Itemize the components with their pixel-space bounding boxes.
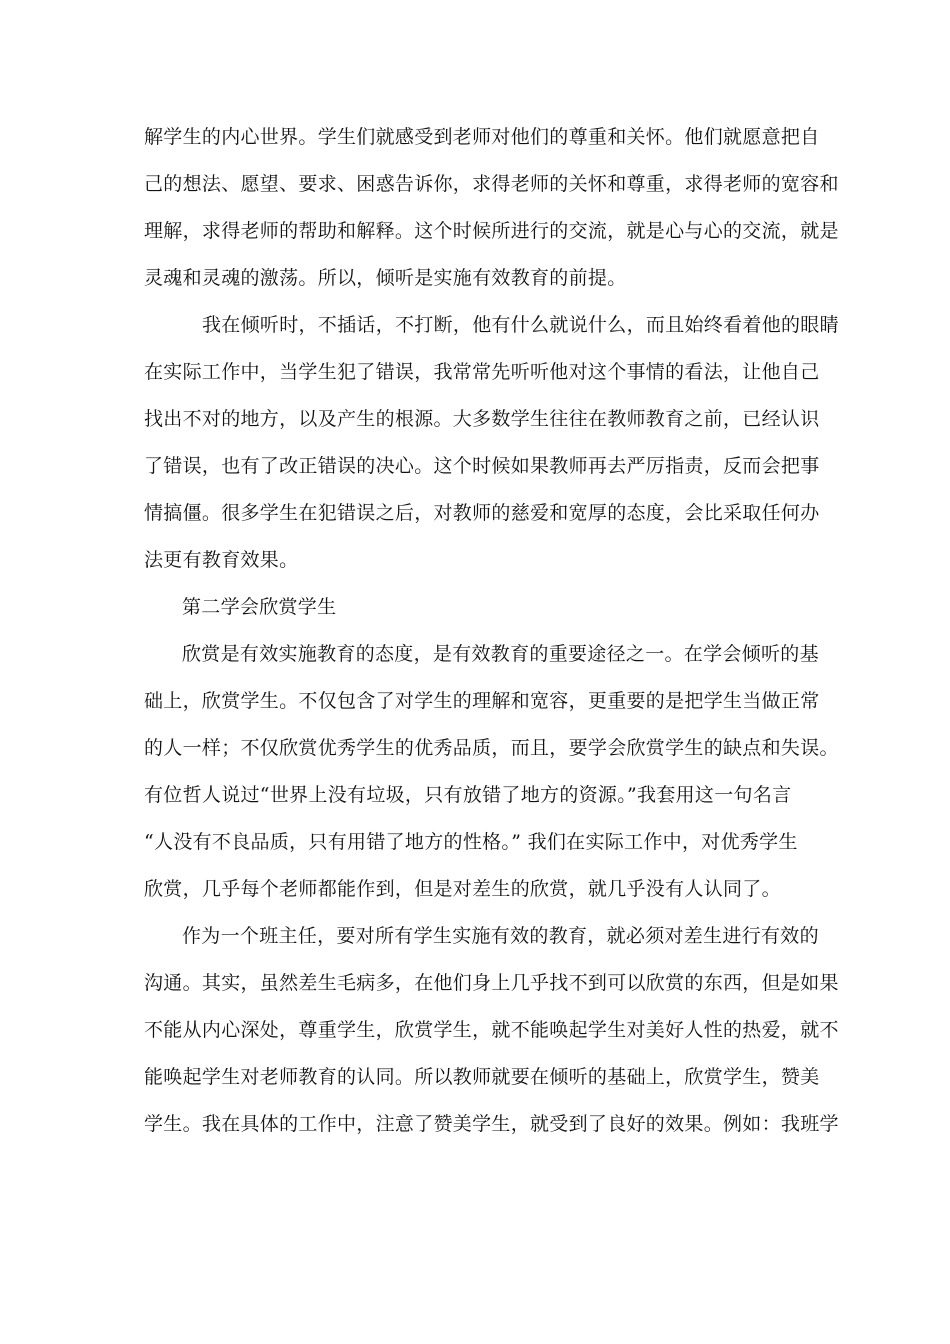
text-line: 解学生的内心世界。学生们就感受到老师对他们的尊重和关怀。他们就愿意把自 <box>144 126 820 148</box>
text-line: 我在倾听时，不插话，不打断，他有什么就说什么，而且始终看着他的眼睛 <box>202 314 839 336</box>
text-line: 础上，欣赏学生。不仅包含了对学生的理解和宽容，更重要的是把学生当做正常 <box>144 690 820 712</box>
text-line: 不能从内心深处，尊重学生，欣赏学生，就不能唤起学生对美好人性的热爱，就不 <box>144 1019 839 1041</box>
text-line: “人没有不良品质，只有用错了地方的性格。” 我们在实际工作中，对优秀学生 <box>144 831 798 853</box>
text-line: 灵魂和灵魂的激荡。所以，倾听是实施有效教育的前提。 <box>144 267 627 289</box>
text-line: 的人一样；不仅欣赏优秀学生的优秀品质，而且，要学会欣赏学生的缺点和失误。 <box>144 737 839 759</box>
text-line: 己的想法、愿望、要求、困惑告诉你，求得老师的关怀和尊重，求得老师的宽容和 <box>144 173 839 195</box>
text-line: 理解，求得老师的帮助和解释。这个时候所进行的交流，就是心与心的交流，就是 <box>144 220 839 242</box>
text-line: 能唤起学生对老师教育的认同。所以教师就要在倾听的基础上，欣赏学生，赞美 <box>144 1066 820 1088</box>
text-line: 找出不对的地方，以及产生的根源。大多数学生往往在教师教育之前，已经认识 <box>144 408 820 430</box>
text-line: 了错误，也有了改正错误的决心。这个时候如果教师再去严厉指责，反而会把事 <box>144 455 820 477</box>
text-line: 情搞僵。很多学生在犯错误之后，对教师的慈爱和宽厚的态度，会比采取任何办 <box>144 502 820 524</box>
text-line: 在实际工作中，当学生犯了错误，我常常先听听他对这个事情的看法，让他自己 <box>144 361 820 383</box>
text-line: 欣赏，几乎每个老师都能作到，但是对差生的欣赏，就几乎没有人认同了。 <box>144 878 781 900</box>
section-heading: 第二学会欣赏学生 <box>182 596 337 618</box>
text-line: 法更有教育效果。 <box>144 549 299 571</box>
text-line: 作为一个班主任，要对所有学生实施有效的教育，就必须对差生进行有效的 <box>182 925 819 947</box>
text-line: 欣赏是有效实施教育的态度，是有效教育的重要途径之一。在学会倾听的基 <box>182 643 819 665</box>
text-line: 沟通。其实，虽然差生毛病多，在他们身上几乎找不到可以欣赏的东西，但是如果 <box>144 972 839 994</box>
text-line: 学生。我在具体的工作中，注意了赞美学生，就受到了良好的效果。例如：我班学 <box>144 1113 839 1135</box>
text-line: 有位哲人说过“世界上没有垃圾，只有放错了地方的资源。”我套用这一句名言 <box>144 784 792 806</box>
